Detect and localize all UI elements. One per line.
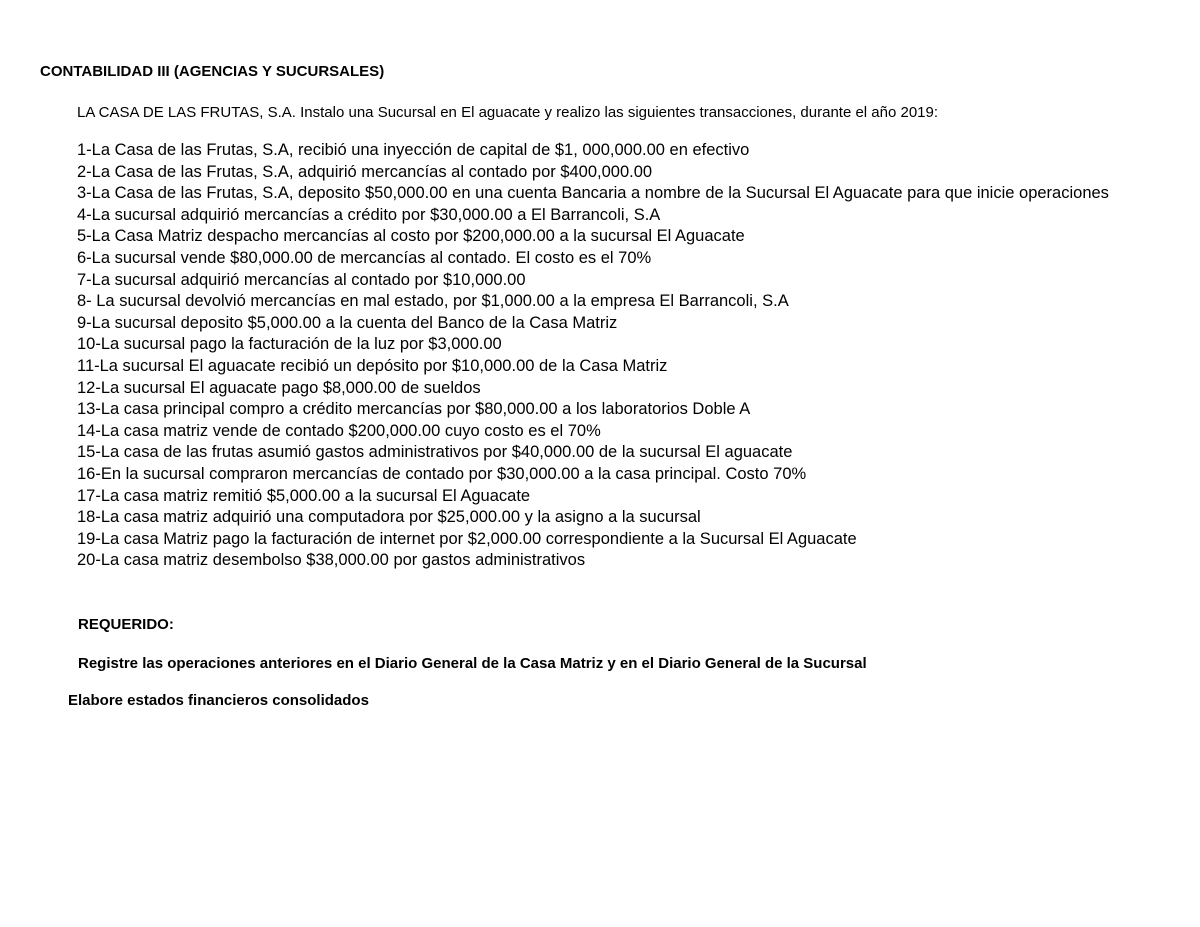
transaction-item: 10-La sucursal pago la facturación de la luz por $3,000.00 <box>77 335 502 354</box>
transaction-item: 2-La Casa de las Frutas, S.A, adquirió mercancías al contado por $400,000.00 <box>77 162 653 181</box>
document-title: CONTABILIDAD III (AGENCIAS Y SUCURSALES) <box>40 63 385 80</box>
transaction-item: 11-La sucursal El aguacate recibió un depósito por $10,000.00 de la Casa Matriz <box>77 356 668 375</box>
transaction-item: 15-La casa de las frutas asumió gastos administrativos por $40,000.00 de la sucursal El aguacate <box>77 443 793 462</box>
transaction-item: 8- La sucursal devolvió mercancías en mal estado, por $1,000.00 a la empresa El Barrancoli, S.A <box>77 292 789 311</box>
transaction-item: 17-La casa matriz remitió $5,000.00 a la sucursal El Aguacate <box>77 486 531 505</box>
transaction-item: 12-La sucursal El aguacate pago $8,000.00 de sueldos <box>77 378 481 397</box>
intro-paragraph: LA CASA DE LAS FRUTAS, S.A. Instalo una Sucursal en El aguacate y realizo las siguientes transacciones, durante el año 2019: <box>77 104 939 121</box>
transaction-item: 4-La sucursal adquirió mercancías a crédito por $30,000.00 a El Barrancoli, S.A <box>77 205 661 224</box>
transaction-item: 14-La casa matriz vende de contado $200,000.00 cuyo costo es el 70% <box>77 421 601 440</box>
transaction-list <box>77 140 1187 572</box>
transaction-item: 13-La casa principal compro a crédito mercancías por $80,000.00 a los laboratorios Doble A <box>77 400 751 419</box>
required-instruction-journal: Registre las operaciones anteriores en el Diario General de la Casa Matriz y en el Diario General de la Sucursal <box>78 655 867 672</box>
transaction-item: 5-La Casa Matriz despacho mercancías al costo por $200,000.00 a la sucursal El Aguacate <box>77 227 745 246</box>
transaction-item: 16-En la sucursal compraron mercancías de contado por $30,000.00 a la casa principal. Costo 70% <box>77 464 807 483</box>
transaction-item: 6-La sucursal vende $80,000.00 de mercancías al contado. El costo es el 70% <box>77 248 652 267</box>
transaction-item: 7-La sucursal adquirió mercancías al contado por $10,000.00 <box>77 270 526 289</box>
transaction-item: 19-La casa Matriz pago la facturación de internet por $2,000.00 correspondiente a la Sucursal El Aguacate <box>77 529 857 548</box>
transaction-item: 9-La sucursal deposito $5,000.00 a la cuenta del Banco de la Casa Matriz <box>77 313 618 332</box>
required-heading: REQUERIDO: <box>78 616 174 633</box>
transaction-item: 18-La casa matriz adquirió una computadora por $25,000.00 y la asigno a la sucursal <box>77 508 701 527</box>
transaction-item: 1-La Casa de las Frutas, S.A, recibió una inyección de capital de $1, 000,000.00 en efectivo <box>77 141 750 159</box>
required-instruction-statements: Elabore estados financieros consolidados <box>68 692 369 709</box>
transaction-item: 20-La casa matriz desembolso $38,000.00 por gastos administrativos <box>77 551 586 570</box>
transaction-item: 3-La Casa de las Frutas, S.A, deposito $50,000.00 en una cuenta Bancaria a nombre de la Sucursal El Aguacate para que inicie operaciones <box>77 184 1109 203</box>
